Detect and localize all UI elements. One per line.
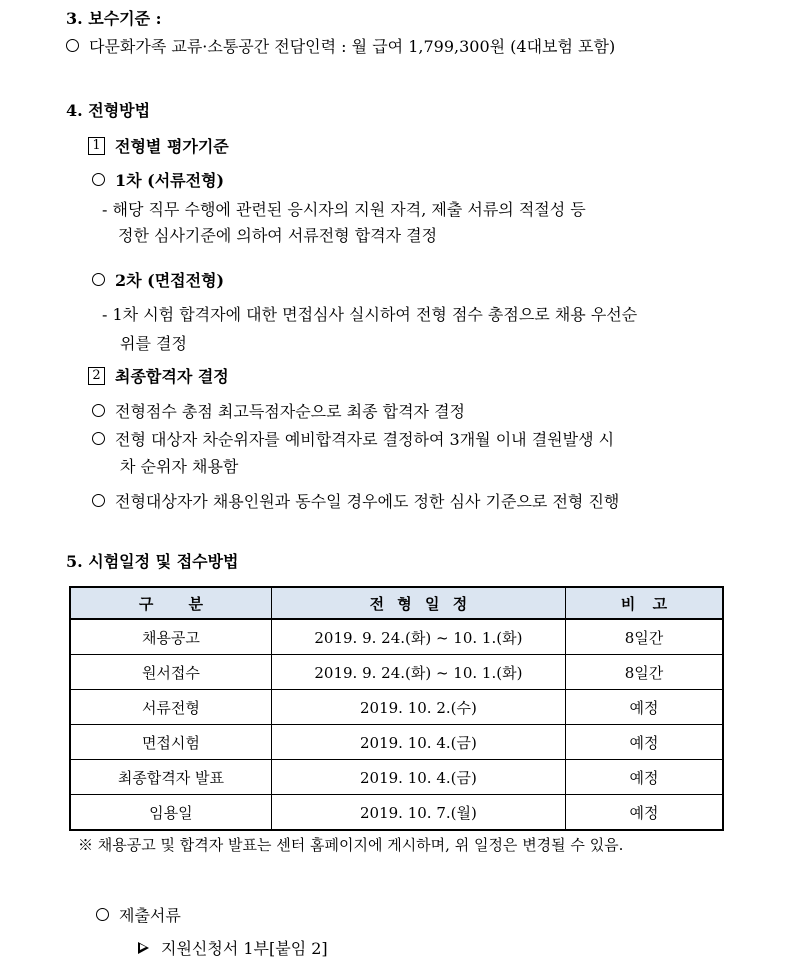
second-round-line1: - 1차 시험 합격자에 대한 면접심사 실시하여 전형 점수 총점으로 채용 우선순 bbox=[102, 305, 638, 324]
final-item-2-line2: 차 순위자 채용함 bbox=[120, 457, 239, 476]
table-cell: 최종합격자 발표 bbox=[70, 760, 271, 795]
table-cell: 예정 bbox=[565, 690, 723, 725]
table-row bbox=[70, 795, 723, 831]
table-row bbox=[70, 619, 723, 655]
circle-bullet-icon bbox=[92, 173, 105, 186]
documents-item-text: 지원신청서 1부[붙임 2] bbox=[161, 939, 328, 958]
documents-title bbox=[96, 903, 181, 926]
triangle-bullet-icon bbox=[138, 942, 149, 954]
table-cell: 서류전형 bbox=[70, 690, 271, 725]
table-cell: 2019. 10. 4.(금) bbox=[271, 760, 565, 795]
table-cell: 2019. 9. 24.(화) ~ 10. 1.(화) bbox=[271, 655, 565, 690]
method-heading: 4. 전형방법 bbox=[66, 101, 151, 120]
table-cell: 임용일 bbox=[70, 795, 271, 831]
table-header-row bbox=[70, 587, 723, 619]
second-round-title bbox=[92, 268, 224, 291]
documents-title-text: 제출서류 bbox=[119, 906, 181, 925]
documents-item bbox=[138, 936, 328, 959]
final-item-3-text: 전형대상자가 채용인원과 동수일 경우에도 정한 심사 기준으로 전형 진행 bbox=[115, 492, 620, 511]
table-cell: 채용공고 bbox=[70, 619, 271, 655]
first-round-line2: 정한 심사기준에 의하여 서류전형 합격자 결정 bbox=[118, 226, 438, 245]
table-cell: 면접시험 bbox=[70, 725, 271, 760]
final-item-1 bbox=[92, 399, 465, 422]
salary-item bbox=[66, 34, 615, 57]
table-cell: 예정 bbox=[565, 760, 723, 795]
table-row bbox=[70, 725, 723, 760]
section1-title-text: 전형별 평가기준 bbox=[115, 137, 229, 156]
final-item-3 bbox=[92, 489, 619, 512]
column-header: 구 분 bbox=[70, 587, 271, 619]
schedule-table bbox=[69, 586, 724, 831]
section2-title bbox=[88, 364, 229, 387]
schedule-heading: 5. 시험일정 및 접수방법 bbox=[66, 552, 239, 571]
section2-title-text: 최종합격자 결정 bbox=[115, 367, 229, 386]
table-cell: 예정 bbox=[565, 725, 723, 760]
salary-heading: 3. 보수기준 : bbox=[66, 9, 162, 28]
circle-bullet-icon bbox=[96, 908, 109, 921]
final-item-2-text: 전형 대상자 차순위자를 예비합격자로 결정하여 3개월 이내 결원발생 시 bbox=[115, 430, 615, 449]
column-header: 전 형 일 정 bbox=[271, 587, 565, 619]
table-row bbox=[70, 690, 723, 725]
second-round-line2: 위를 결정 bbox=[120, 334, 187, 353]
schedule-note: ※ 채용공고 및 합격자 발표는 센터 홈페이지에 게시하며, 위 일정은 변경될 수 있음. bbox=[78, 836, 624, 854]
section-number-box: 2 bbox=[88, 367, 105, 385]
circle-bullet-icon bbox=[92, 494, 105, 507]
table-cell: 2019. 10. 2.(수) bbox=[271, 690, 565, 725]
second-round-title-text: 2차 (면접전형) bbox=[115, 271, 225, 290]
table-row bbox=[70, 655, 723, 690]
salary-item-text: 다문화가족 교류·소통공간 전담인력 : 월 급여 1,799,300원 (4대보험 포함) bbox=[89, 37, 616, 56]
first-round-title-text: 1차 (서류전형) bbox=[115, 171, 225, 190]
final-item-1-text: 전형점수 총점 최고득점자순으로 최종 합격자 결정 bbox=[115, 402, 466, 421]
final-item-2 bbox=[92, 427, 614, 450]
first-round-line1: - 해당 직무 수행에 관련된 응시자의 지원 자격, 제출 서류의 적절성 등 bbox=[102, 200, 586, 219]
table-cell: 8일간 bbox=[565, 655, 723, 690]
table-cell: 예정 bbox=[565, 795, 723, 831]
table-row bbox=[70, 760, 723, 795]
table-cell: 8일간 bbox=[565, 619, 723, 655]
table-cell: 2019. 10. 4.(금) bbox=[271, 725, 565, 760]
circle-bullet-icon bbox=[92, 432, 105, 445]
table-cell: 2019. 9. 24.(화) ~ 10. 1.(화) bbox=[271, 619, 565, 655]
circle-bullet-icon bbox=[92, 404, 105, 417]
section-number-box: 1 bbox=[88, 137, 105, 155]
section1-title bbox=[88, 134, 229, 157]
circle-bullet-icon bbox=[66, 39, 79, 52]
circle-bullet-icon bbox=[92, 273, 105, 286]
table-cell: 원서접수 bbox=[70, 655, 271, 690]
table-cell: 2019. 10. 7.(월) bbox=[271, 795, 565, 831]
first-round-title bbox=[92, 168, 224, 191]
column-header: 비 고 bbox=[565, 587, 723, 619]
